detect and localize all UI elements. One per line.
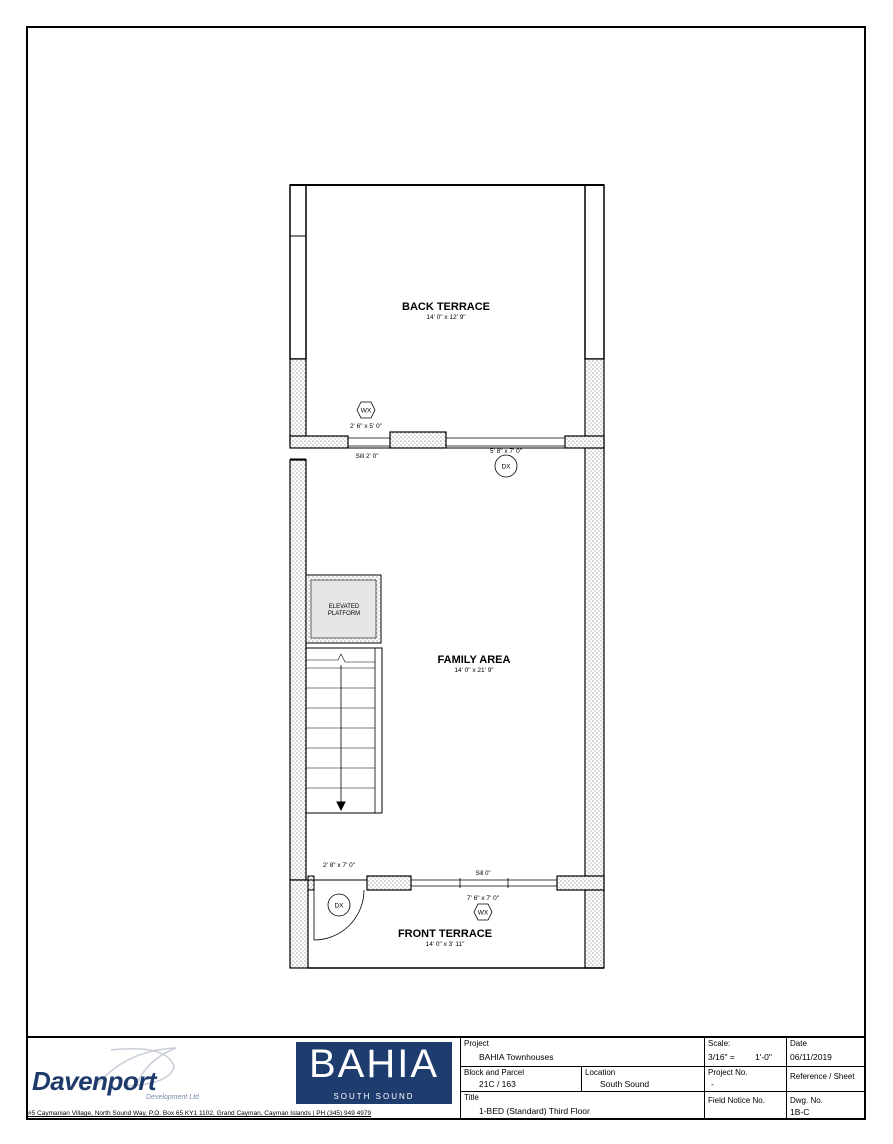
title-value: 1-BED (Standard) Third Floor xyxy=(479,1106,590,1116)
date-value: 06/11/2019 xyxy=(790,1052,832,1062)
date-cell xyxy=(786,1038,864,1066)
project-value: BAHIA Townhouses xyxy=(479,1052,554,1062)
platform-label-line2: PLATFORM xyxy=(327,611,361,617)
stair xyxy=(306,648,382,813)
bahia-logo-word: BAHIA xyxy=(308,1042,440,1086)
front-wall xyxy=(306,876,604,968)
logo-area xyxy=(26,1038,460,1122)
block-label: Block and Parcel xyxy=(464,1068,525,1077)
dx-tag-front xyxy=(328,894,350,916)
project-no-cell xyxy=(704,1066,786,1091)
location-value: South Sound xyxy=(600,1079,650,1089)
back-window-sill: Sill 2' 0" xyxy=(355,453,379,460)
back-door-size: 5' 8" x 7' 0" xyxy=(489,448,523,455)
bahia-logo-subtitle: SOUTH SOUND xyxy=(333,1092,415,1101)
platform-label-line1: ELEVATED xyxy=(328,604,360,610)
room-name-family-area: FAMILY AREA xyxy=(437,654,511,666)
front-sill: Sill 0" xyxy=(475,871,491,877)
location-cell xyxy=(581,1066,704,1091)
date-label: Date xyxy=(790,1039,807,1048)
block-cell xyxy=(460,1066,581,1091)
scale-left: 3/16" = xyxy=(708,1052,735,1062)
title-cell xyxy=(460,1091,704,1120)
bahia-logo xyxy=(296,1042,452,1104)
svg-text:WX: WX xyxy=(477,909,489,917)
project-no-label: Project No. xyxy=(708,1068,748,1077)
wx-tag-front xyxy=(474,904,492,920)
project-label: Project xyxy=(464,1039,489,1048)
scale-cell xyxy=(704,1038,786,1066)
dwg-value: 1B-C xyxy=(790,1107,810,1117)
back-terrace-outline xyxy=(290,185,604,359)
block-value: 21C / 163 xyxy=(479,1079,516,1089)
room-dims-front-terrace: 14' 0" x 3' 11" xyxy=(425,941,465,948)
reference-cell xyxy=(786,1066,864,1091)
front-door-right-size: 7' 6" x 7' 0" xyxy=(466,895,500,902)
title-block xyxy=(26,1036,866,1120)
reference-label: Reference / Sheet xyxy=(790,1072,855,1081)
field-notice-label: Field Notice No. xyxy=(708,1096,765,1105)
company-name: Davenport xyxy=(32,1066,157,1096)
back-wall xyxy=(290,432,604,459)
svg-text:WX: WX xyxy=(360,407,372,415)
field-notice-cell xyxy=(704,1091,786,1120)
location-label: Location xyxy=(585,1068,616,1077)
front-door-left-size: 2' 8" x 7' 0" xyxy=(322,862,356,869)
scale-right: 1'-0" xyxy=(755,1052,772,1062)
dwg-cell xyxy=(786,1091,864,1120)
wx-tag-back xyxy=(357,402,375,418)
dwg-label: Dwg. No. xyxy=(790,1096,823,1105)
back-window-size: 2' 6" x 5' 0" xyxy=(349,423,383,430)
company-address: #5 Caymanian Village, North Sound Way, P.O. Box 65 KY1 1102, Grand Cayman, Cayman Islands | PH (345) 949 4979 xyxy=(28,1110,372,1117)
svg-text:DX: DX xyxy=(334,902,344,910)
scale-label: Scale: xyxy=(708,1039,731,1048)
room-name-back-terrace: BACK TERRACE xyxy=(402,301,490,313)
title-label: Title xyxy=(464,1093,479,1102)
company-subtitle: Development Ltd xyxy=(146,1094,199,1101)
svg-text:DX: DX xyxy=(501,463,511,471)
project-cell xyxy=(460,1038,704,1066)
room-dims-back-terrace: 14' 0" x 12' 9" xyxy=(426,314,466,321)
room-dims-family-area: 14' 0" x 21' 9" xyxy=(454,667,494,674)
project-no-value: - xyxy=(711,1079,714,1089)
room-name-front-terrace: FRONT TERRACE xyxy=(397,928,493,940)
dx-tag-back xyxy=(495,455,517,477)
